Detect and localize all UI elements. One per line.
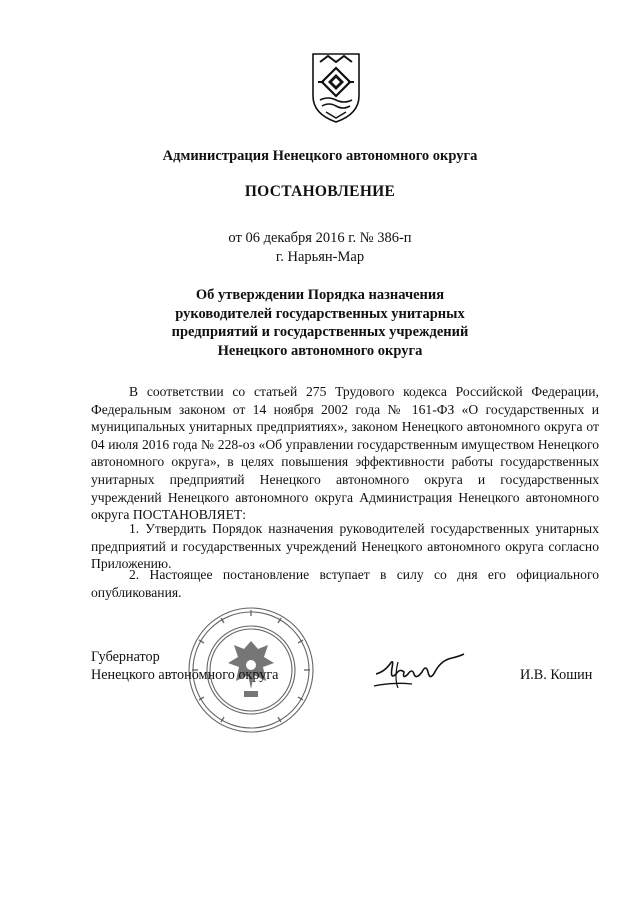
signatory-title: Губернатор [91,649,160,665]
coat-of-arms-icon [310,52,362,124]
document-type: ПОСТАНОВЛЕНИЕ [244,183,396,200]
signatory-organization: Ненецкого автономного округа [91,667,279,683]
document-date-number: от 06 декабря 2016 г. № 386-п [228,230,412,246]
signatory-name: И.В. Кошин [520,667,593,683]
organization-name: Администрация Ненецкого автономного округа [162,148,478,164]
preamble-text: В соответствии со статьей 275 Трудового кодекса Российской Федерации, Федеральным законом от 14 ноября 2002 года № 161-ФЗ «О государственных и муниципальных унитарных предприятиях», законом Ненецкого автономного округа от 04 июля 2016 года № 228-оз «Об управлении государственным имуществом Ненецкого автономного округа», в целях повышения эффективности работы государственных унитарных предприятий Ненецкого автономного округа и государственных учреждений Ненецкого автономного округа Администрация Ненецкого автономного округа ПОСТАНОВЛЯЕТ: [91,384,599,523]
item-1-text: 1. Утвердить Порядок назначения руководителей государственных унитарных предприятий и государственных учреждений Ненецкого автономного округа согласно Приложению. [91,521,599,572]
signatory-position [91,648,278,684]
title-line: Ненецкого автономного округа [217,342,423,359]
resolution-item-1 [91,520,599,573]
document-city: г. Нарьян-Мар [275,249,365,265]
resolution-item-2 [91,566,599,601]
preamble-paragraph [91,383,599,524]
item-2-text: 2. Настоящее постановление вступает в силу со дня его официального опубликования. [91,567,599,600]
title-line: предприятий и государственных учреждений [171,324,469,340]
handwritten-signature-icon [372,652,467,692]
title-line: Об утверждении Порядка назначения [195,287,445,303]
title-line: руководителей государственных унитарных [175,305,465,322]
document-title [0,286,640,360]
